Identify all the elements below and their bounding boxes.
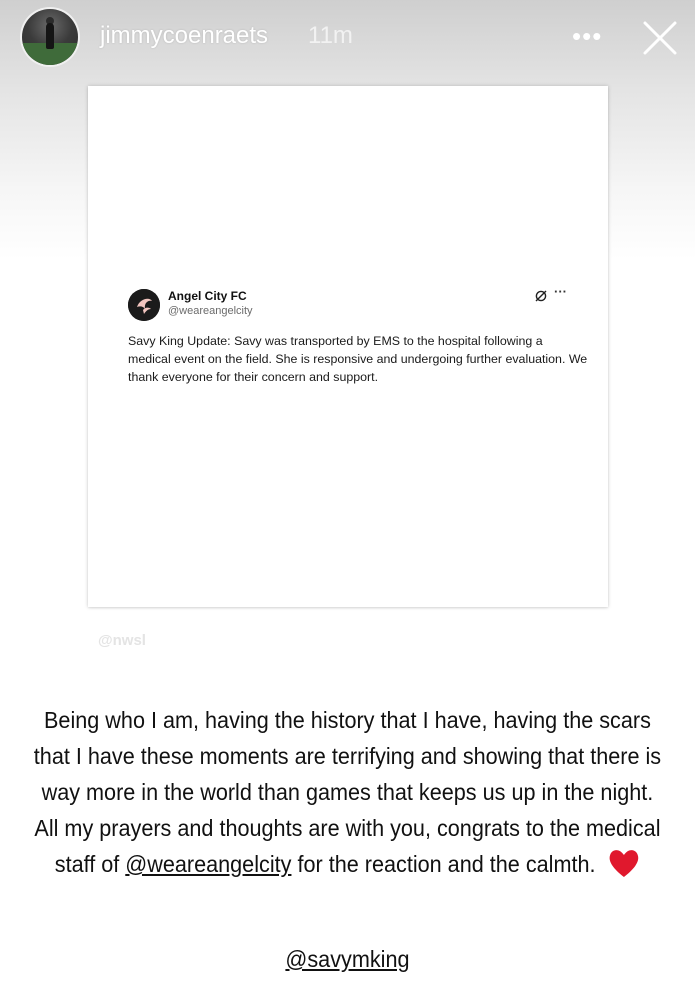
caption-text: staff of <box>54 851 120 877</box>
caption-line: way more in the world than games that keeps us up in the night. <box>41 779 654 805</box>
avatar-person <box>46 23 54 49</box>
caption-line <box>28 846 667 882</box>
grok-icon <box>534 289 548 303</box>
mention-link[interactable]: @weareangelcity <box>125 851 292 877</box>
tweet-more-icon: ··· <box>554 284 567 299</box>
mention-sticker[interactable]: @savymking <box>285 946 410 972</box>
tweet-author-name: Angel City FC <box>168 289 247 303</box>
caption-line: Being who I am, having the history that I have, having the scars <box>44 707 651 733</box>
story-header <box>0 0 695 80</box>
story-caption <box>28 702 667 882</box>
tweet-text: Savy King Update: Savy was transported by EMS to the hospital following a medical event on the field. She is responsive and undergoing further evaluation. We thank everyone for their concern and support. <box>128 334 588 384</box>
watermark: @nwsl <box>98 632 146 649</box>
tweet-author-handle: @weareangelcity <box>168 305 253 317</box>
username[interactable]: jimmycoenraets <box>100 22 269 49</box>
more-horizontal-icon[interactable]: ••• <box>572 21 603 51</box>
tweet-card <box>88 86 608 607</box>
angel-city-logo-icon <box>128 289 160 321</box>
heart-icon <box>607 847 640 879</box>
close-icon[interactable] <box>640 18 680 58</box>
caption-line: that I have these moments are terrifying and showing that there is <box>33 743 662 769</box>
caption-line: All my prayers and thoughts are with you, congrats to the medical <box>34 815 661 841</box>
timestamp: 11m <box>308 22 353 49</box>
profile-avatar[interactable] <box>22 9 78 65</box>
caption-text: for the reaction and the calmth. <box>297 851 596 877</box>
